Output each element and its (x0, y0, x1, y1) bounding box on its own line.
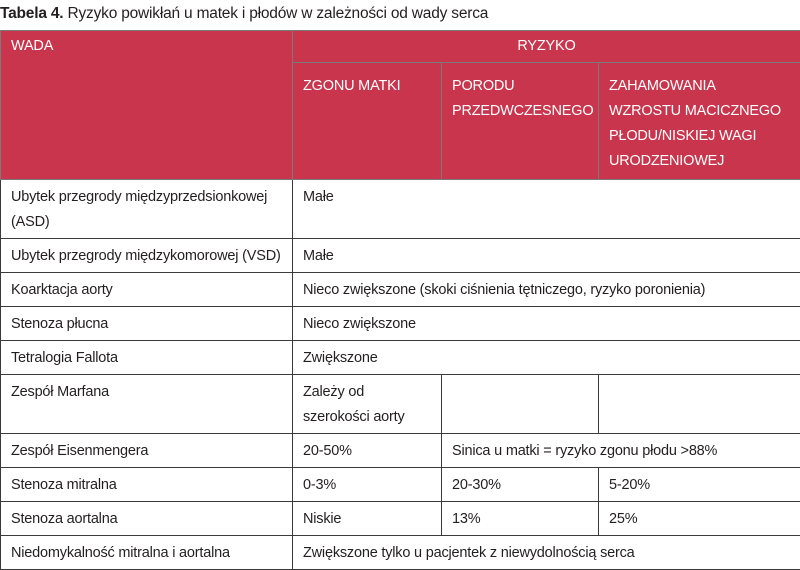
ryzyko-cell: Zwiększone (293, 341, 800, 375)
table-row (1, 307, 800, 341)
wada-cell: Stenoza aortalna (1, 502, 293, 536)
plod-cell (599, 375, 800, 434)
header-wada: WADA (1, 31, 293, 180)
wada-cell: Ubytek przegrody międzykomorowej (VSD) (1, 239, 293, 273)
ryzyko-cell: Małe (293, 239, 800, 273)
table-row (1, 536, 800, 570)
ryzyko-cell: Nieco zwiększone (293, 307, 800, 341)
header-porodu-przedwczesnego: PORODU PRZEDWCZESNEGO (442, 63, 599, 180)
zgon-matki-cell: Niskie (293, 502, 442, 536)
table-row (1, 180, 800, 239)
caption-text: Ryzyko powikłań u matek i płodów w zależności od wady serca (63, 5, 488, 22)
zgon-matki-cell: 20-50% (293, 434, 442, 468)
wada-cell: Stenoza płucna (1, 307, 293, 341)
wada-cell: Zespół Marfana (1, 375, 293, 434)
table-row (1, 341, 800, 375)
zgon-matki-cell: Zależy od szerokości aorty (293, 375, 442, 434)
porod-cell (442, 375, 599, 434)
wada-cell: Stenoza mitralna (1, 468, 293, 502)
ryzyko-cell: Nieco zwiększone (skoki ciśnienia tętniczego, ryzyko poronienia) (293, 273, 800, 307)
wada-cell: Ubytek przegrody międzyprzedsionkowej (ASD) (1, 180, 293, 239)
caption-label: Tabela 4. (0, 5, 63, 22)
porod-cell: 13% (442, 502, 599, 536)
table-row (1, 468, 800, 502)
porod-plod-cell: Sinica u matki = ryzyko zgonu płodu >88% (442, 434, 800, 468)
wada-cell: Tetralogia Fallota (1, 341, 293, 375)
wada-cell: Niedomykalność mitralna i aortalna (1, 536, 293, 570)
header-ryzyko: RYZYKO (293, 31, 800, 63)
risk-table (0, 30, 800, 570)
ryzyko-cell: Zwiększone tylko u pacjentek z niewydolnością serca (293, 536, 800, 570)
table-row (1, 375, 800, 434)
header-zgonu-matki: ZGONU MATKI (293, 63, 442, 180)
table-row (1, 273, 800, 307)
wada-cell: Zespół Eisenmengera (1, 434, 293, 468)
porod-cell: 20-30% (442, 468, 599, 502)
wada-cell: Koarktacja aorty (1, 273, 293, 307)
table-row (1, 502, 800, 536)
header-zahamowania-wzrostu: ZAHAMOWANIA WZROSTU MACICZNEGO PŁODU/NISKIEJ WAGI URODZENIOWEJ (599, 63, 800, 180)
ryzyko-cell: Małe (293, 180, 800, 239)
table-caption (0, 2, 488, 26)
table-row (1, 239, 800, 273)
plod-cell: 5-20% (599, 468, 800, 502)
plod-cell: 25% (599, 502, 800, 536)
zgon-matki-cell: 0-3% (293, 468, 442, 502)
table-row (1, 434, 800, 468)
